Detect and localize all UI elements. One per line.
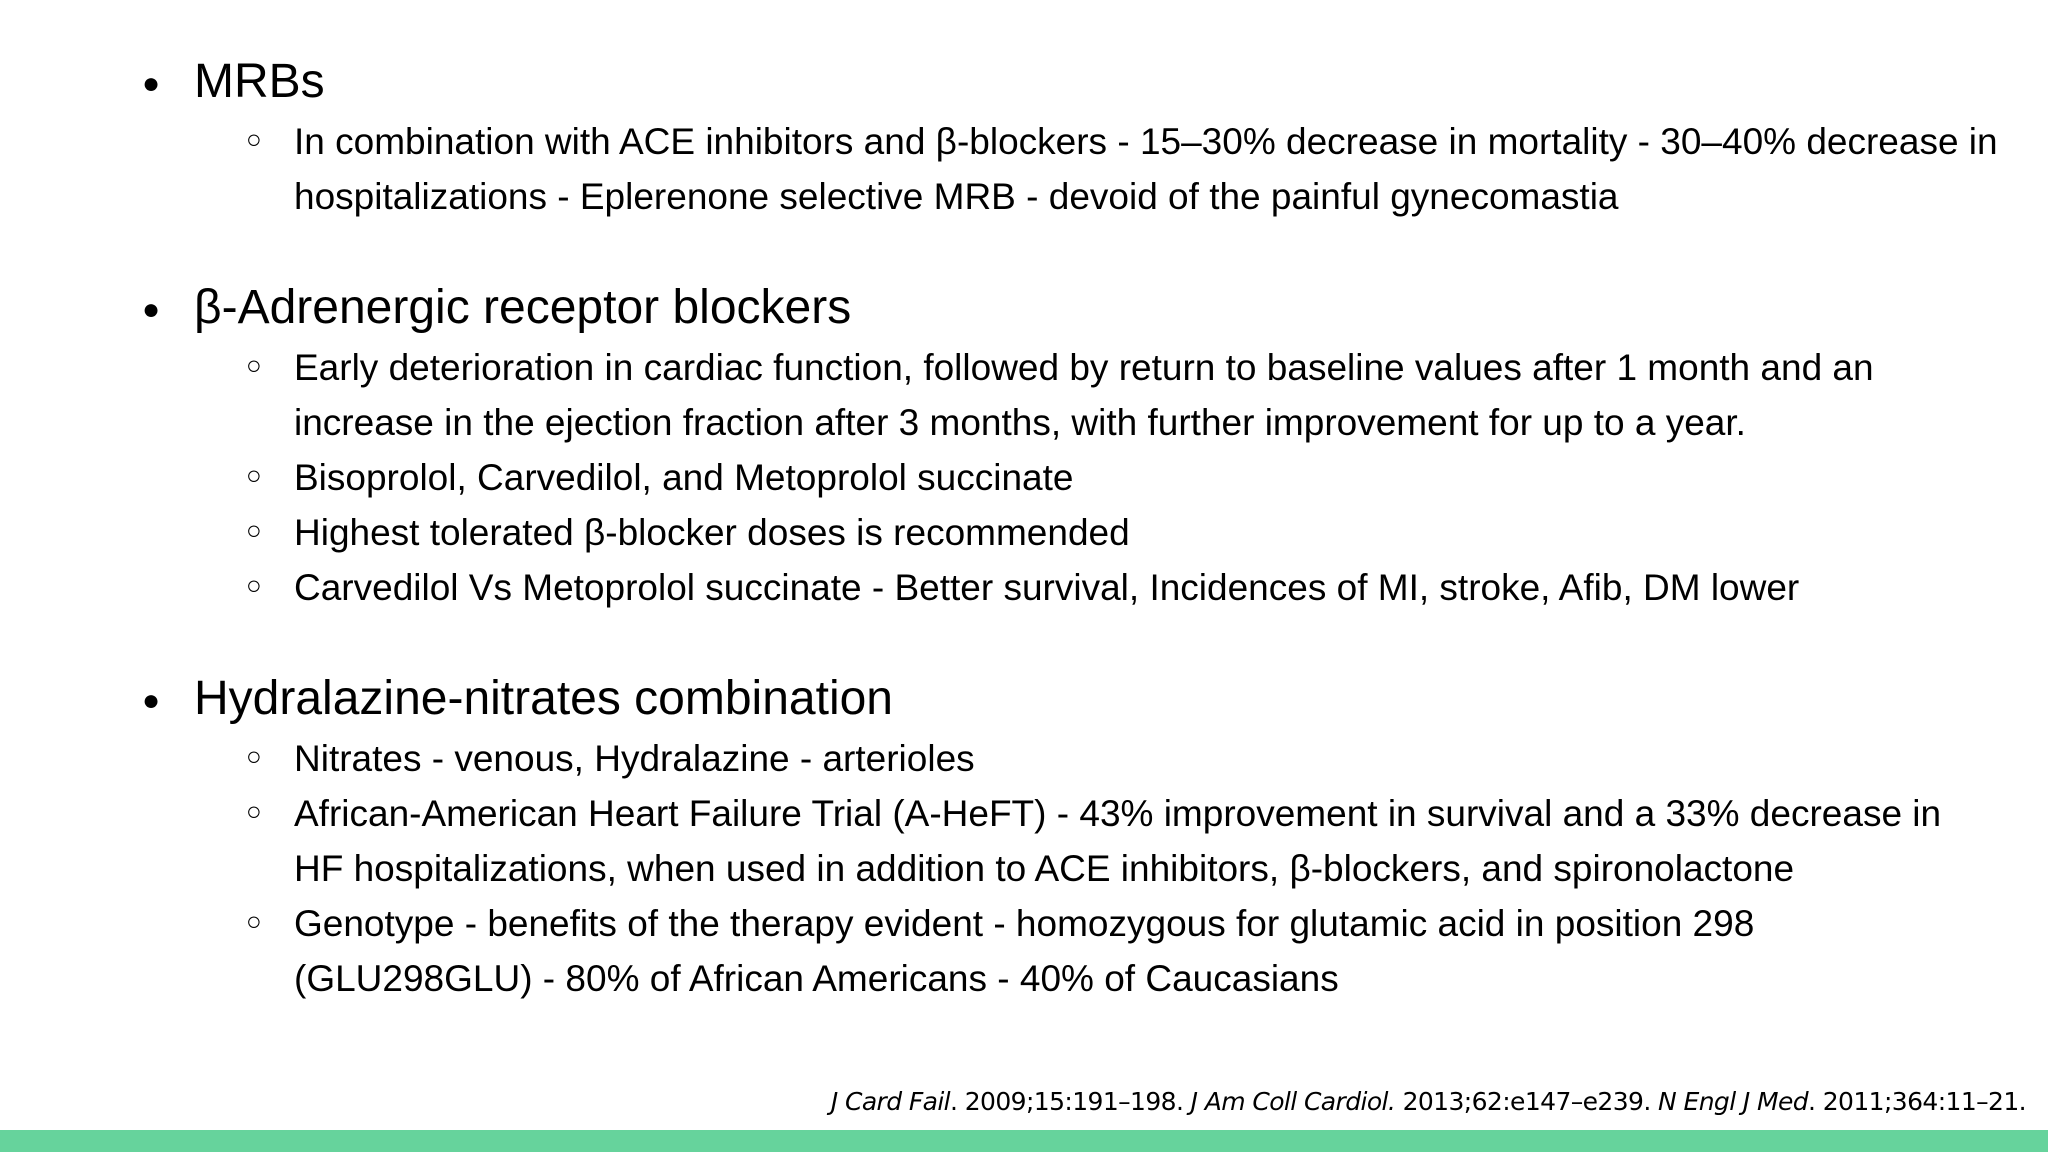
section-heading bbox=[142, 667, 2022, 731]
section-heading bbox=[142, 276, 2022, 340]
hollow-bullet-icon: ○ bbox=[246, 570, 262, 600]
citation-detail-3: . 2011;364:11–21. bbox=[1808, 1087, 2026, 1116]
list-item bbox=[246, 114, 2022, 224]
list-item-text: Nitrates - venous, Hydralazine - arterioles bbox=[294, 738, 975, 779]
sub-list bbox=[246, 340, 2022, 615]
hollow-bullet-icon: ○ bbox=[246, 350, 262, 380]
citation-journal-1: J Card Fail bbox=[830, 1087, 951, 1116]
list-item bbox=[246, 505, 2022, 560]
slide-content bbox=[142, 50, 2022, 1006]
citation-journal-2: J Am Coll Cardiol. bbox=[1190, 1087, 1396, 1116]
section-heading-text: β-Adrenergic receptor blockers bbox=[194, 281, 852, 334]
sub-list bbox=[246, 731, 2022, 1006]
list-item-text: Early deterioration in cardiac function, followed by return to baseline values after 1 month and an increase in the ejection fraction after 3 months, with further improvement for up to a year. bbox=[294, 347, 1874, 443]
list-item-text: In combination with ACE inhibitors and β-blockers - 15–30% decrease in mortality - 30–40% decrease in hospitalizations - Eplerenone selective MRB - devoid of the painful gynecomastia bbox=[294, 121, 1998, 217]
section-hydralazine-nitrates bbox=[142, 667, 2022, 1006]
list-item-text: Bisoprolol, Carvedilol, and Metoprolol succinate bbox=[294, 457, 1074, 498]
hollow-bullet-icon: ○ bbox=[246, 906, 262, 936]
citation-detail-1: . 2009;15:191–198. bbox=[950, 1087, 1191, 1116]
list-item bbox=[246, 340, 2022, 450]
citation bbox=[831, 1085, 2026, 1119]
hollow-bullet-icon: ○ bbox=[246, 796, 262, 826]
list-item bbox=[246, 786, 2022, 896]
filled-bullet-icon: ● bbox=[142, 684, 161, 717]
list-item bbox=[246, 731, 2022, 786]
section-heading bbox=[142, 50, 2022, 114]
footer-accent-bar bbox=[0, 1130, 2048, 1152]
list-item-text: Genotype - benefits of the therapy evident - homozygous for glutamic acid in position 298 (GLU298GLU) - 80% of African Americans - 40% of Caucasians bbox=[294, 903, 1755, 999]
list-item-text: African-American Heart Failure Trial (A-HeFT) - 43% improvement in survival and a 33% decrease in HF hospitalizations, when used in addition to ACE inhibitors, β-blockers, and spironolactone bbox=[294, 793, 1942, 889]
list-item bbox=[246, 560, 2022, 615]
section-beta-blockers bbox=[142, 276, 2022, 615]
citation-journal-3: N Engl J Med bbox=[1658, 1087, 1809, 1116]
list-item-text: Carvedilol Vs Metoprolol succinate - Better survival, Incidences of MI, stroke, Afib, DM lower bbox=[294, 567, 1800, 608]
filled-bullet-icon: ● bbox=[142, 67, 161, 100]
hollow-bullet-icon: ○ bbox=[246, 515, 262, 545]
list-item bbox=[246, 896, 2022, 1006]
hollow-bullet-icon: ○ bbox=[246, 124, 262, 154]
list-item bbox=[246, 450, 2022, 505]
list-item-text: Highest tolerated β-blocker doses is recommended bbox=[294, 512, 1130, 553]
sub-list bbox=[246, 114, 2022, 224]
section-heading-text: MRBs bbox=[194, 55, 325, 108]
filled-bullet-icon: ● bbox=[142, 293, 161, 326]
hollow-bullet-icon: ○ bbox=[246, 741, 262, 771]
section-heading-text: Hydralazine-nitrates combination bbox=[194, 672, 893, 725]
citation-detail-2: 2013;62:e147–e239. bbox=[1395, 1087, 1659, 1116]
section-mrbs bbox=[142, 50, 2022, 224]
hollow-bullet-icon: ○ bbox=[246, 460, 262, 490]
